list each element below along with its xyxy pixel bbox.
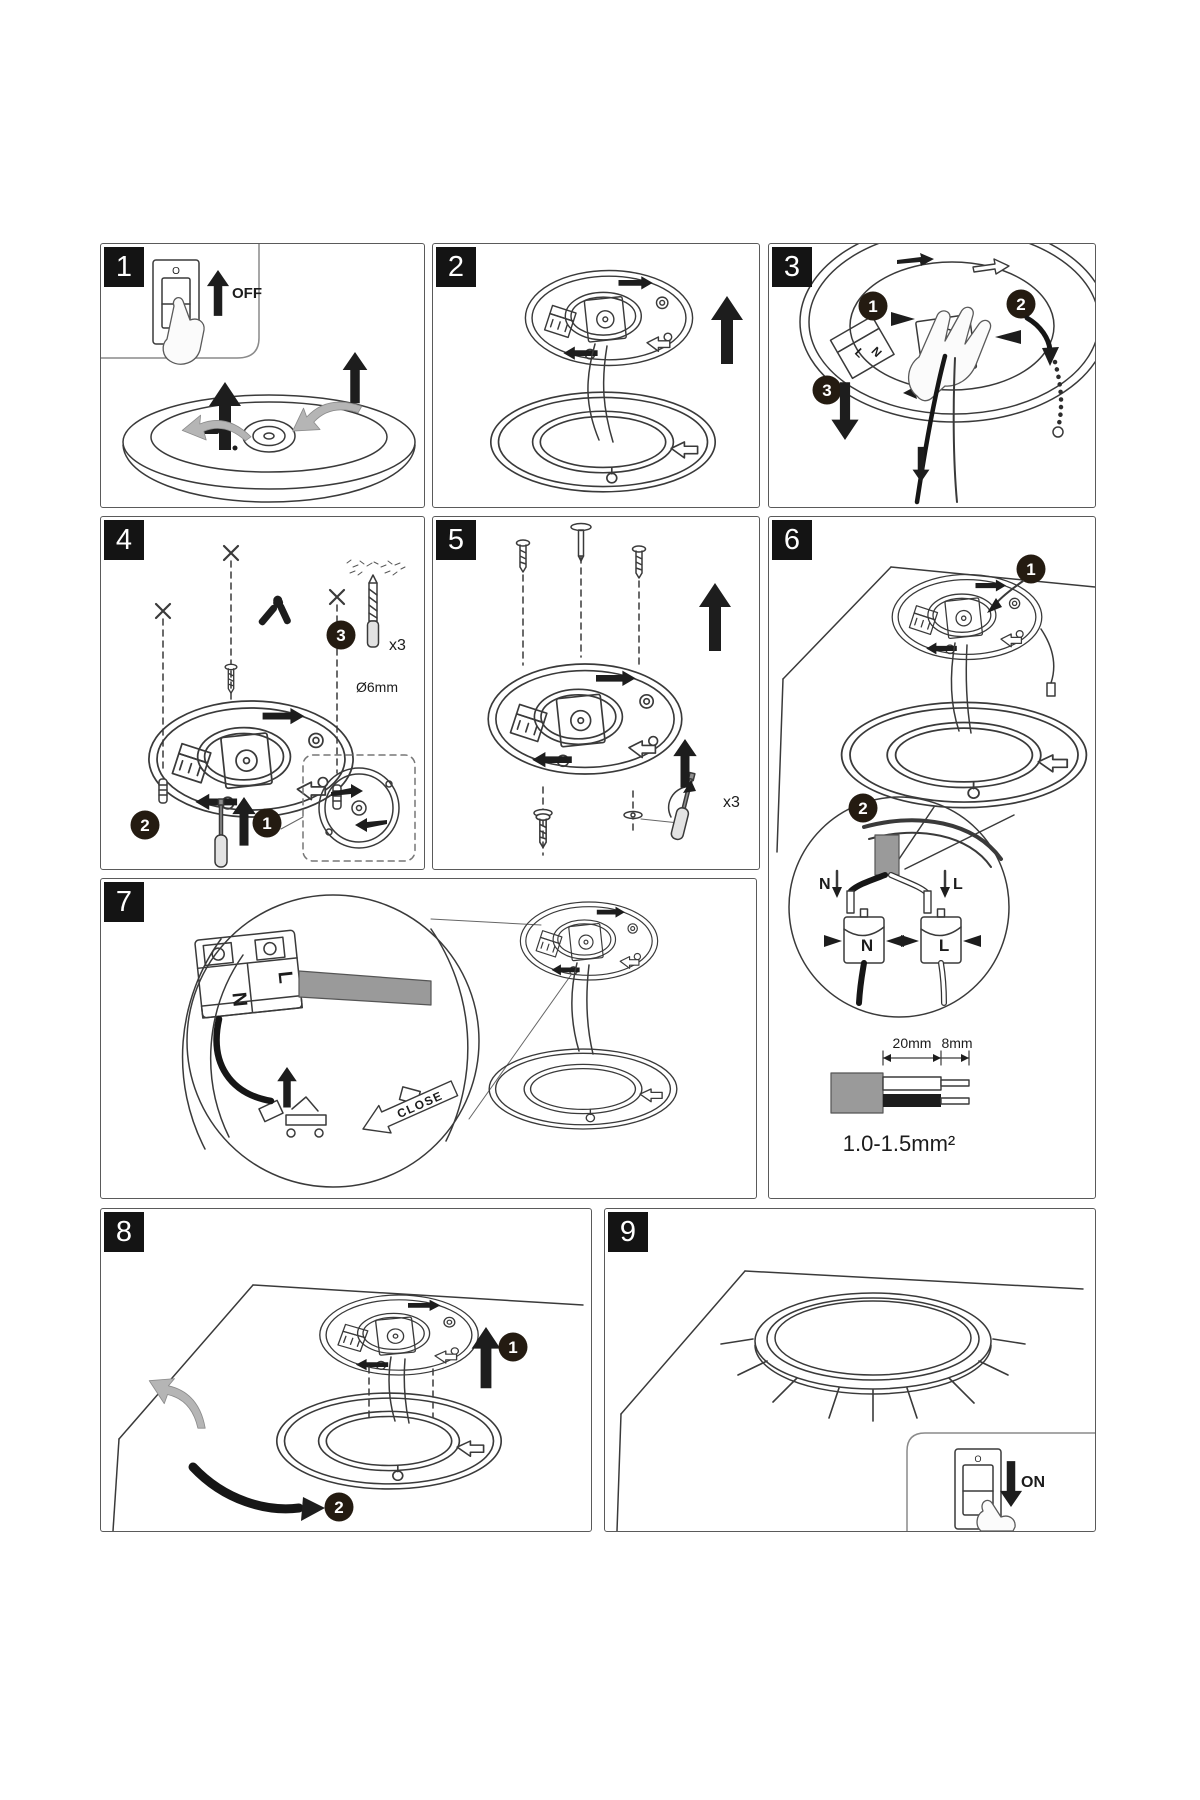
l-connector-label: L: [938, 936, 950, 955]
plate-detail-arcs: [183, 929, 468, 1149]
mounting-plate: [488, 664, 682, 774]
wall-plug-icon: [159, 779, 167, 803]
twist-arrow-icon: [182, 415, 251, 441]
panel-step-5: [432, 516, 760, 870]
leader-line: [281, 817, 303, 829]
wire-gauge-label: 1.0-1.5mm²: [842, 1131, 956, 1156]
up-arrow-icon: [711, 296, 743, 364]
step-number-text: 3: [783, 250, 801, 283]
pointer-arrow-icon: [891, 312, 915, 326]
hanging-connector: [1041, 629, 1055, 696]
step-badge-3: [813, 376, 842, 405]
step-8-illustration: [101, 1209, 591, 1531]
supply-wires: [572, 963, 593, 1054]
magnifier-circle: [187, 895, 479, 1187]
dim-8mm-label: 8mm: [941, 1035, 973, 1051]
pull-chain: [1053, 362, 1063, 437]
step-badge-1: [253, 809, 282, 838]
screw-icon: [633, 546, 646, 578]
up-arrow-icon: [209, 382, 241, 450]
svg-text:1: 1: [868, 297, 878, 316]
step-badge-3: [327, 621, 356, 650]
step-badge-1: [499, 1333, 528, 1362]
svg-text:1: 1: [262, 814, 272, 833]
terminal-block: [195, 930, 303, 1018]
left-arrow-icon: [995, 330, 1021, 344]
up-arrow-icon: [207, 270, 229, 316]
step-number: [104, 882, 144, 922]
terminal-n-label: N: [227, 991, 251, 1008]
step-number: [772, 247, 812, 287]
svg-text:3: 3: [822, 381, 832, 400]
terminal-n-label: N: [868, 343, 885, 360]
screw-count-label: x3: [723, 794, 740, 811]
step-badge-2: [849, 794, 878, 823]
step-number-text: 7: [115, 885, 133, 918]
terminal-block: [830, 316, 894, 378]
close-direction-arrow: [357, 1075, 461, 1143]
l-connector: [901, 909, 981, 963]
svg-text:1: 1: [508, 1338, 518, 1357]
wall-plug-pair-icon: [256, 594, 292, 627]
n-down-arrow-head: [832, 887, 842, 898]
step-number: [608, 1212, 648, 1252]
step-5-illustration: [433, 517, 759, 869]
step-badge-1: [1017, 555, 1046, 584]
bare-conductor: [924, 891, 931, 913]
close-label: CLOSE: [394, 1088, 446, 1122]
step-number-text: 1: [115, 250, 133, 283]
switch-on-mark: O: [172, 266, 180, 277]
ceiling-corner: [113, 1285, 583, 1531]
magnifier-circle: [789, 797, 1009, 1017]
screw-count-label: x3: [389, 637, 406, 654]
step-7-illustration: [101, 879, 756, 1198]
light-ring: [277, 1393, 501, 1489]
step-2-illustration: [433, 244, 759, 507]
hand: [977, 1500, 1015, 1531]
panel-step-2: [432, 243, 760, 508]
panel-step-6: [768, 516, 1096, 1199]
rotate-arrow-head: [301, 1497, 325, 1521]
off-label: OFF: [232, 285, 262, 302]
strip-length-dimensions: [883, 1051, 969, 1065]
step-number: [436, 520, 476, 560]
live-wire: [891, 875, 927, 893]
svg-text:2: 2: [858, 799, 868, 818]
wall-texture: [347, 560, 405, 575]
wire-l-label: L: [953, 876, 963, 893]
mounting-plate: [149, 701, 353, 817]
drill-diameter-label: Ø6mm: [356, 679, 398, 695]
supply-wires: [952, 643, 971, 733]
mounting-plate: [525, 271, 692, 366]
panel-step-7: [100, 878, 757, 1199]
panel-step-9: [604, 1208, 1096, 1532]
step-9-illustration: [605, 1209, 1095, 1531]
drill-mark-x: [224, 546, 238, 560]
step-number: [104, 520, 144, 560]
step-4-illustration: [101, 517, 424, 869]
step-number-text: 6: [783, 523, 801, 556]
svg-text:2: 2: [1016, 295, 1026, 314]
step-number: [772, 520, 812, 560]
detail-inset: [303, 755, 415, 861]
step-badge-2: [1007, 290, 1036, 319]
svg-text:1: 1: [1026, 560, 1036, 579]
light-ring: [491, 392, 715, 492]
mounting-plate: [320, 1295, 478, 1375]
step-number-text: 8: [115, 1215, 133, 1248]
up-arrow-icon: [699, 583, 731, 651]
drill-mark-x: [330, 590, 344, 604]
down-arrow-icon: [1000, 1461, 1022, 1507]
wall-plug-icon: [333, 785, 341, 809]
step-number-text: 2: [447, 250, 465, 283]
bare-conductor: [847, 891, 854, 913]
terminal-l-label: L: [273, 970, 297, 985]
n-connector-label: N: [860, 936, 874, 955]
svg-text:2: 2: [140, 816, 150, 835]
plate-face-detail: [319, 768, 399, 848]
step-number-text: 5: [447, 523, 465, 556]
up-arrow-icon: [343, 352, 368, 403]
screw-icon: [225, 664, 237, 693]
step-number-text: 4: [115, 523, 133, 556]
drill-bit-icon: [368, 575, 379, 647]
screw-icon: [571, 524, 591, 562]
neutral-wire-tail: [859, 963, 864, 1003]
step-1-illustration: [101, 244, 424, 507]
zoom-wedge: [895, 807, 1014, 869]
step-badge-2: [131, 811, 160, 840]
rotate-arrow: [193, 1467, 299, 1509]
svg-text:2: 2: [334, 1498, 344, 1517]
drill-mark-x: [156, 604, 170, 618]
panel-step-4: [100, 516, 425, 870]
wire-n-label: N: [819, 876, 831, 893]
step-number: [436, 247, 476, 287]
panel-step-8: [100, 1208, 592, 1532]
neutral-wire: [851, 875, 885, 891]
curved-arrow: [1027, 318, 1050, 350]
step-badge-2: [325, 1493, 354, 1522]
light-ring: [489, 1049, 677, 1129]
step-number-text: 9: [619, 1215, 637, 1248]
step-6-illustration: [769, 517, 1095, 1198]
cable-clamp: [286, 1097, 326, 1137]
svg-text:3: 3: [336, 626, 346, 645]
terminal-l-label: L: [851, 345, 868, 361]
black-wire: [217, 1019, 271, 1101]
step-number: [104, 1212, 144, 1252]
step-number: [104, 247, 144, 287]
switch-on-mark: O: [974, 1454, 982, 1464]
l-down-arrow-head: [940, 887, 950, 898]
hand: [163, 298, 204, 365]
on-label: ON: [1021, 1474, 1045, 1491]
n-connector: [824, 909, 904, 963]
stripped-cable-diagram: [831, 1073, 969, 1113]
flat-cable: [299, 971, 431, 1005]
step-badge-1: [859, 292, 888, 321]
panel-step-1: [100, 243, 425, 508]
panel-step-3: [768, 243, 1096, 508]
screw-icon: [517, 540, 530, 572]
alignment-guides: [163, 561, 337, 773]
dim-20mm-label: 20mm: [892, 1035, 932, 1051]
ceiling-light-base: [123, 395, 415, 502]
installed-light: [755, 1293, 991, 1394]
up-arrow-icon: [277, 1067, 297, 1108]
step-3-illustration: [769, 244, 1095, 507]
up-arrow-icon: [472, 1327, 501, 1388]
light-ring: [842, 702, 1087, 807]
supply-wires: [389, 1357, 409, 1423]
cable-sheath: [875, 835, 899, 875]
